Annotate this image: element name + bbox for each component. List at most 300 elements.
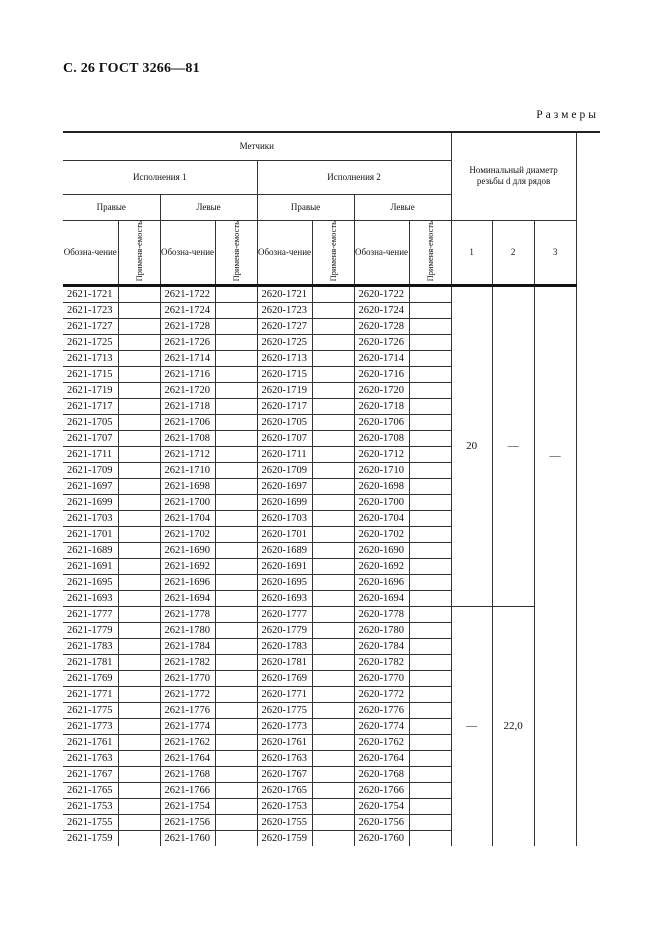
applicability-cell: [409, 462, 451, 478]
applicability-cell: [118, 702, 160, 718]
designation-cell: 2620-1716: [354, 366, 409, 382]
applicability-cell: [312, 734, 354, 750]
designation-cell: 2620-1704: [354, 510, 409, 526]
applicability-cell: [409, 350, 451, 366]
designation-cell: 2620-1701: [257, 526, 312, 542]
applicability-cell: [118, 782, 160, 798]
designation-cell: 2621-1708: [160, 430, 215, 446]
applicability-cell: [215, 334, 257, 350]
designation-cell: 2621-1777: [63, 606, 118, 622]
applicability-cell: [118, 670, 160, 686]
applicability-cell: [312, 366, 354, 382]
designation-cell: 2621-1719: [63, 382, 118, 398]
designation-cell: 2621-1704: [160, 510, 215, 526]
applicability-cell: [312, 654, 354, 670]
v1-left-header: Левые: [160, 194, 257, 220]
designation-cell: 2620-1710: [354, 462, 409, 478]
group2-row2-diameter: 22,0: [492, 606, 534, 846]
applicability-cell: [409, 814, 451, 830]
designation-cell: 2621-1783: [63, 638, 118, 654]
applicability-cell: [118, 558, 160, 574]
designation-cell: 2620-1694: [354, 590, 409, 606]
designation-cell: 2621-1781: [63, 654, 118, 670]
designation-cell: 2620-1779: [257, 622, 312, 638]
applicability-cell: [215, 734, 257, 750]
applicability-cell: [215, 302, 257, 318]
applicability-cell: [215, 510, 257, 526]
designation-cell: 2621-1695: [63, 574, 118, 590]
designation-cell: 2621-1707: [63, 430, 118, 446]
designation-cell: 2620-1719: [257, 382, 312, 398]
designation-cell: 2621-1691: [63, 558, 118, 574]
applicability-cell: [215, 782, 257, 798]
applicability-cell: [312, 526, 354, 542]
page-title: С. 26 ГОСТ 3266—81: [63, 61, 200, 76]
applicability-cell: [215, 446, 257, 462]
designation-cell: 2621-1714: [160, 350, 215, 366]
applicability-cell: [118, 510, 160, 526]
applicability-cell: [409, 510, 451, 526]
designation-header: Обозна-чение: [160, 220, 215, 285]
designation-cell: 2620-1721: [257, 285, 312, 302]
applicability-cell: [409, 558, 451, 574]
applicability-cell: [312, 782, 354, 798]
applicability-cell: [215, 558, 257, 574]
designation-cell: 2620-1713: [257, 350, 312, 366]
applicability-cell: [409, 766, 451, 782]
designation-cell: 2621-1709: [63, 462, 118, 478]
designation-cell: 2621-1776: [160, 702, 215, 718]
applicability-cell: [409, 718, 451, 734]
applicability-cell: [409, 494, 451, 510]
applicability-cell: [118, 398, 160, 414]
applicability-cell: [312, 766, 354, 782]
designation-cell: 2621-1697: [63, 478, 118, 494]
applicability-cell: [215, 702, 257, 718]
designation-cell: 2621-1773: [63, 718, 118, 734]
applicability-cell: [409, 798, 451, 814]
designation-cell: 2620-1715: [257, 366, 312, 382]
applicability-cell: [409, 285, 451, 302]
applicability-cell: [312, 318, 354, 334]
applicability-header: Применя-емость: [312, 220, 354, 285]
applicability-cell: [215, 798, 257, 814]
designation-cell: 2620-1769: [257, 670, 312, 686]
designation-cell: 2621-1694: [160, 590, 215, 606]
applicability-cell: [409, 734, 451, 750]
designation-cell: 2620-1690: [354, 542, 409, 558]
applicability-cell: [409, 366, 451, 382]
designation-cell: 2620-1774: [354, 718, 409, 734]
applicability-cell: [312, 590, 354, 606]
applicability-cell: [409, 334, 451, 350]
applicability-cell: [409, 526, 451, 542]
designation-cell: 2621-1768: [160, 766, 215, 782]
applicability-cell: [409, 446, 451, 462]
designation-cell: 2621-1690: [160, 542, 215, 558]
designation-cell: 2620-1753: [257, 798, 312, 814]
designation-cell: 2620-1728: [354, 318, 409, 334]
designation-cell: 2620-1783: [257, 638, 312, 654]
applicability-cell: [312, 494, 354, 510]
designation-cell: 2621-1723: [63, 302, 118, 318]
table-row: [63, 606, 600, 622]
applicability-cell: [118, 302, 160, 318]
designation-cell: 2620-1724: [354, 302, 409, 318]
designation-cell: 2620-1784: [354, 638, 409, 654]
applicability-cell: [312, 622, 354, 638]
designation-cell: 2621-1710: [160, 462, 215, 478]
applicability-cell: [409, 382, 451, 398]
applicability-header: Применя-емость: [118, 220, 160, 285]
applicability-cell: [312, 542, 354, 558]
designation-cell: 2621-1767: [63, 766, 118, 782]
row3-diameter: —: [534, 285, 576, 846]
designation-cell: 2621-1713: [63, 350, 118, 366]
row-1-header: 1: [451, 220, 492, 285]
applicability-cell: [118, 638, 160, 654]
designation-cell: 2620-1722: [354, 285, 409, 302]
designation-cell: 2621-1711: [63, 446, 118, 462]
designation-cell: 2621-1728: [160, 318, 215, 334]
v1-right-header: Правые: [63, 194, 160, 220]
designation-cell: 2620-1762: [354, 734, 409, 750]
designation-cell: 2621-1716: [160, 366, 215, 382]
applicability-cell: [215, 526, 257, 542]
designation-cell: 2620-1689: [257, 542, 312, 558]
designation-cell: 2621-1698: [160, 478, 215, 494]
designation-cell: 2621-1763: [63, 750, 118, 766]
designation-cell: 2621-1779: [63, 622, 118, 638]
applicability-cell: [215, 430, 257, 446]
applicability-header: Применя-емость: [409, 220, 451, 285]
designation-cell: 2621-1726: [160, 334, 215, 350]
applicability-cell: [409, 750, 451, 766]
applicability-cell: [118, 830, 160, 846]
applicability-cell: [312, 718, 354, 734]
designation-cell: 2621-1753: [63, 798, 118, 814]
applicability-cell: [118, 686, 160, 702]
designation-cell: 2620-1711: [257, 446, 312, 462]
designation-cell: 2620-1764: [354, 750, 409, 766]
designation-cell: 2620-1763: [257, 750, 312, 766]
designation-cell: 2621-1782: [160, 654, 215, 670]
designation-cell: 2621-1712: [160, 446, 215, 462]
designation-cell: 2621-1725: [63, 334, 118, 350]
applicability-cell: [215, 366, 257, 382]
right-blank-column: [576, 285, 600, 846]
designation-cell: 2621-1703: [63, 510, 118, 526]
applicability-cell: [409, 638, 451, 654]
applicability-cell: [215, 718, 257, 734]
designation-cell: 2620-1702: [354, 526, 409, 542]
applicability-cell: [215, 542, 257, 558]
designation-cell: 2620-1706: [354, 414, 409, 430]
designation-cell: 2620-1717: [257, 398, 312, 414]
applicability-cell: [409, 430, 451, 446]
designation-cell: 2620-1754: [354, 798, 409, 814]
applicability-cell: [215, 686, 257, 702]
designation-cell: 2620-1767: [257, 766, 312, 782]
applicability-cell: [409, 686, 451, 702]
designation-cell: 2620-1695: [257, 574, 312, 590]
designation-cell: 2620-1712: [354, 446, 409, 462]
applicability-cell: [215, 606, 257, 622]
designation-cell: 2621-1778: [160, 606, 215, 622]
designation-cell: 2620-1778: [354, 606, 409, 622]
applicability-cell: [215, 414, 257, 430]
designation-cell: 2620-1700: [354, 494, 409, 510]
applicability-cell: [215, 638, 257, 654]
applicability-cell: [409, 398, 451, 414]
designation-cell: 2621-1702: [160, 526, 215, 542]
designation-cell: 2620-1691: [257, 558, 312, 574]
designation-cell: 2621-1759: [63, 830, 118, 846]
applicability-cell: [118, 350, 160, 366]
applicability-cell: [118, 366, 160, 382]
applicability-cell: [118, 478, 160, 494]
designation-cell: 2621-1706: [160, 414, 215, 430]
designation-cell: 2620-1772: [354, 686, 409, 702]
applicability-cell: [215, 398, 257, 414]
designation-cell: 2621-1774: [160, 718, 215, 734]
designation-cell: 2620-1698: [354, 478, 409, 494]
applicability-cell: [215, 814, 257, 830]
applicability-cell: [409, 670, 451, 686]
applicability-cell: [312, 814, 354, 830]
designation-cell: 2620-1768: [354, 766, 409, 782]
designation-cell: 2621-1718: [160, 398, 215, 414]
applicability-cell: [312, 285, 354, 302]
applicability-cell: [118, 622, 160, 638]
designation-cell: 2621-1755: [63, 814, 118, 830]
designation-cell: 2620-1693: [257, 590, 312, 606]
applicability-cell: [215, 654, 257, 670]
applicability-cell: [215, 766, 257, 782]
applicability-cell: [215, 670, 257, 686]
applicability-cell: [118, 494, 160, 510]
applicability-cell: [118, 542, 160, 558]
applicability-cell: [118, 318, 160, 334]
designation-cell: 2620-1718: [354, 398, 409, 414]
designation-cell: 2620-1756: [354, 814, 409, 830]
designation-cell: 2621-1727: [63, 318, 118, 334]
designation-cell: 2620-1723: [257, 302, 312, 318]
applicability-cell: [215, 830, 257, 846]
applicability-cell: [312, 686, 354, 702]
applicability-cell: [118, 766, 160, 782]
designation-header: Обозна-чение: [257, 220, 312, 285]
applicability-cell: [118, 718, 160, 734]
applicability-cell: [312, 574, 354, 590]
applicability-cell: [312, 382, 354, 398]
group1-row1-diameter: 20: [451, 285, 492, 606]
designation-cell: 2621-1724: [160, 302, 215, 318]
applicability-cell: [118, 750, 160, 766]
applicability-cell: [409, 542, 451, 558]
applicability-cell: [312, 510, 354, 526]
applicability-cell: [215, 285, 257, 302]
v2-left-header: Левые: [354, 194, 451, 220]
applicability-cell: [409, 414, 451, 430]
designation-cell: 2620-1720: [354, 382, 409, 398]
applicability-cell: [312, 702, 354, 718]
applicability-cell: [118, 606, 160, 622]
designation-cell: 2621-1722: [160, 285, 215, 302]
designation-cell: 2621-1700: [160, 494, 215, 510]
applicability-cell: [215, 382, 257, 398]
designation-header: Обозна-чение: [354, 220, 409, 285]
designation-cell: 2621-1760: [160, 830, 215, 846]
designation-cell: 2621-1693: [63, 590, 118, 606]
applicability-cell: [118, 285, 160, 302]
designation-cell: 2620-1770: [354, 670, 409, 686]
applicability-cell: [215, 462, 257, 478]
designation-cell: 2620-1697: [257, 478, 312, 494]
designation-cell: 2620-1705: [257, 414, 312, 430]
designation-cell: 2621-1764: [160, 750, 215, 766]
applicability-cell: [118, 382, 160, 398]
designation-cell: 2621-1699: [63, 494, 118, 510]
designation-cell: 2621-1784: [160, 638, 215, 654]
applicability-cell: [312, 302, 354, 318]
designation-cell: 2620-1782: [354, 654, 409, 670]
nominal-diameter-label: Номинальный диаметр резьбы d для рядов: [469, 165, 558, 187]
applicability-cell: [312, 446, 354, 462]
designation-cell: 2621-1717: [63, 398, 118, 414]
designation-cell: 2620-1766: [354, 782, 409, 798]
applicability-cell: [118, 414, 160, 430]
applicability-cell: [215, 478, 257, 494]
designation-cell: 2621-1721: [63, 285, 118, 302]
designation-cell: 2621-1761: [63, 734, 118, 750]
designation-cell: 2620-1714: [354, 350, 409, 366]
applicability-cell: [118, 814, 160, 830]
taps-table: [63, 131, 600, 846]
applicability-cell: [215, 350, 257, 366]
applicability-cell: [118, 446, 160, 462]
applicability-cell: [312, 558, 354, 574]
designation-cell: 2620-1781: [257, 654, 312, 670]
designation-cell: 2620-1709: [257, 462, 312, 478]
taps-header: Метчики: [63, 132, 451, 160]
applicability-cell: [118, 734, 160, 750]
applicability-cell: [215, 622, 257, 638]
sizes-label: Размеры: [536, 109, 599, 121]
designation-cell: 2620-1776: [354, 702, 409, 718]
designation-cell: 2621-1705: [63, 414, 118, 430]
designation-cell: 2620-1699: [257, 494, 312, 510]
applicability-cell: [312, 478, 354, 494]
designation-cell: 2620-1696: [354, 574, 409, 590]
applicability-cell: [215, 494, 257, 510]
designation-cell: 2621-1754: [160, 798, 215, 814]
applicability-cell: [118, 590, 160, 606]
v2-right-header: Правые: [257, 194, 354, 220]
designation-cell: 2621-1780: [160, 622, 215, 638]
applicability-cell: [215, 590, 257, 606]
applicability-cell: [409, 654, 451, 670]
applicability-cell: [409, 702, 451, 718]
designation-cell: 2621-1762: [160, 734, 215, 750]
table-row: [63, 285, 600, 302]
designation-cell: 2621-1770: [160, 670, 215, 686]
nominal-diameter-header: [451, 132, 576, 220]
applicability-header: Применя-емость: [215, 220, 257, 285]
designation-cell: 2621-1701: [63, 526, 118, 542]
designation-cell: 2621-1756: [160, 814, 215, 830]
designation-cell: 2621-1715: [63, 366, 118, 382]
designation-cell: 2621-1769: [63, 670, 118, 686]
applicability-cell: [312, 334, 354, 350]
applicability-cell: [312, 638, 354, 654]
applicability-cell: [215, 574, 257, 590]
applicability-cell: [409, 622, 451, 638]
applicability-cell: [312, 398, 354, 414]
designation-cell: 2620-1760: [354, 830, 409, 846]
designation-cell: 2620-1708: [354, 430, 409, 446]
designation-cell: 2620-1726: [354, 334, 409, 350]
applicability-cell: [118, 798, 160, 814]
designation-header: Обозна-чение: [63, 220, 118, 285]
designation-cell: 2621-1772: [160, 686, 215, 702]
applicability-cell: [118, 526, 160, 542]
group2-row1-diameter: —: [451, 606, 492, 846]
designation-cell: 2620-1707: [257, 430, 312, 446]
applicability-cell: [312, 670, 354, 686]
applicability-cell: [312, 606, 354, 622]
applicability-cell: [312, 750, 354, 766]
row-3-header: 3: [534, 220, 576, 285]
applicability-cell: [409, 590, 451, 606]
designation-cell: 2620-1703: [257, 510, 312, 526]
designation-cell: 2620-1771: [257, 686, 312, 702]
applicability-cell: [409, 318, 451, 334]
designation-cell: 2620-1692: [354, 558, 409, 574]
designation-cell: 2620-1765: [257, 782, 312, 798]
applicability-cell: [118, 462, 160, 478]
applicability-cell: [409, 302, 451, 318]
designation-cell: 2620-1725: [257, 334, 312, 350]
applicability-cell: [118, 574, 160, 590]
designation-cell: 2620-1777: [257, 606, 312, 622]
applicability-cell: [118, 430, 160, 446]
designation-cell: 2620-1759: [257, 830, 312, 846]
applicability-cell: [312, 430, 354, 446]
version1-header: Исполнения 1: [63, 160, 257, 194]
applicability-cell: [118, 654, 160, 670]
applicability-cell: [409, 830, 451, 846]
applicability-cell: [215, 318, 257, 334]
designation-cell: 2621-1771: [63, 686, 118, 702]
designation-cell: 2620-1773: [257, 718, 312, 734]
designation-cell: 2620-1727: [257, 318, 312, 334]
applicability-cell: [409, 782, 451, 798]
designation-cell: 2621-1689: [63, 542, 118, 558]
designation-cell: 2621-1765: [63, 782, 118, 798]
designation-cell: 2620-1761: [257, 734, 312, 750]
designation-cell: 2621-1775: [63, 702, 118, 718]
applicability-cell: [312, 462, 354, 478]
version2-header: Исполнения 2: [257, 160, 451, 194]
designation-cell: 2620-1755: [257, 814, 312, 830]
applicability-cell: [409, 606, 451, 622]
group1-row2-diameter: —: [492, 285, 534, 606]
applicability-cell: [409, 574, 451, 590]
designation-cell: 2621-1696: [160, 574, 215, 590]
applicability-cell: [215, 750, 257, 766]
applicability-cell: [312, 798, 354, 814]
